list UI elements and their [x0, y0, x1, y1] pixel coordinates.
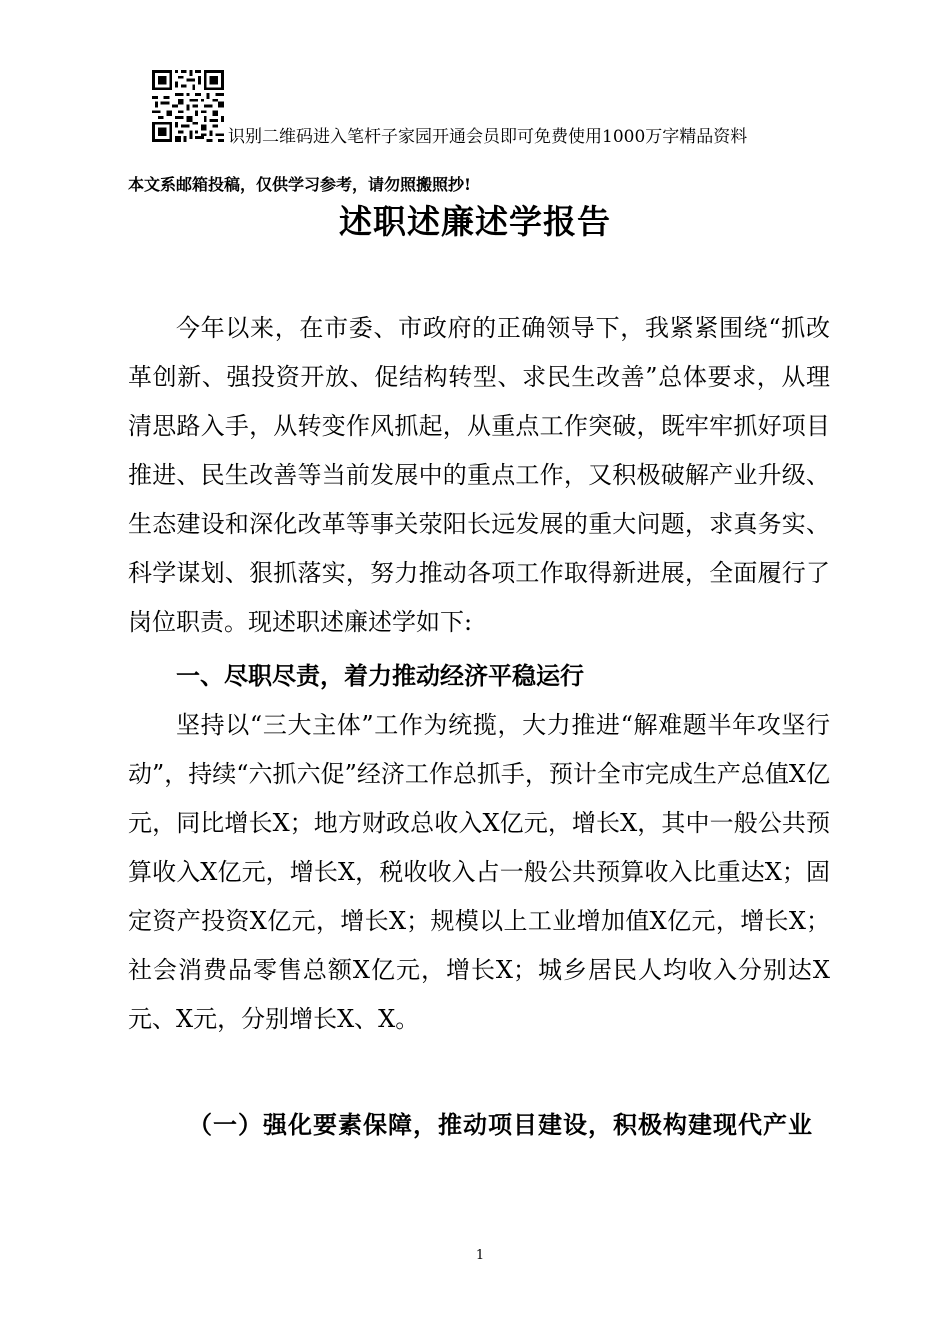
subsection-heading-1: （一）强化要素保障，推动项目建设，积极构建现代产业 — [188, 1110, 813, 1139]
qr-caption: 识别二维码进入笔杆子家园开通会员即可免费使用1000万字精品资料 — [228, 127, 748, 147]
page-number: 1 — [475, 1248, 485, 1263]
paragraph-intro: 今年以来，在市委、市政府的正确领导下，我紧紧围绕“抓改革创新、强投资开放、促结构转型、求民生改善”总体要求，从理清思路入手，从转变作风抓起，从重点工作突破，既牢牢抓好项目推进、民生改善等当前发展中的重点工作，又积极破解产业升级、生态建设和深化改革等事关荥阳长远发展的重大问题，求真务实、科学谋划、狠抓落实，努力推动各项工作取得新进展，全面履行了岗位职责。现述职述廉述学如下: — [128, 314, 830, 636]
copyright-notice: 本文系邮箱投稿，仅供学习参考，请勿照搬照抄! — [128, 175, 472, 194]
section-heading-1: 一、尽职尽责，着力推动经济平稳运行 — [176, 662, 584, 690]
qr-code-icon — [152, 70, 224, 142]
paragraph-economy: 坚持以“三大主体”工作为统揽，大力推进“解难题半年攻坚行动”，持续“六抓六促”经济工作总抓手，预计全市完成生产总值X亿元，同比增长X；地方财政总收入X亿元，增长X，其中一般公共预算收入X亿元，增长X，税收收入占一般公共预算收入比重达X；固定资产投资X亿元，增长X；规模以上工业增加值X亿元，增长X；社会消费品零售总额X亿元，增长X；城乡居民人均收入分别达X元、X元，分别增长X、X。 — [128, 711, 830, 1033]
document-title: 述职述廉述学报告 — [339, 202, 611, 241]
